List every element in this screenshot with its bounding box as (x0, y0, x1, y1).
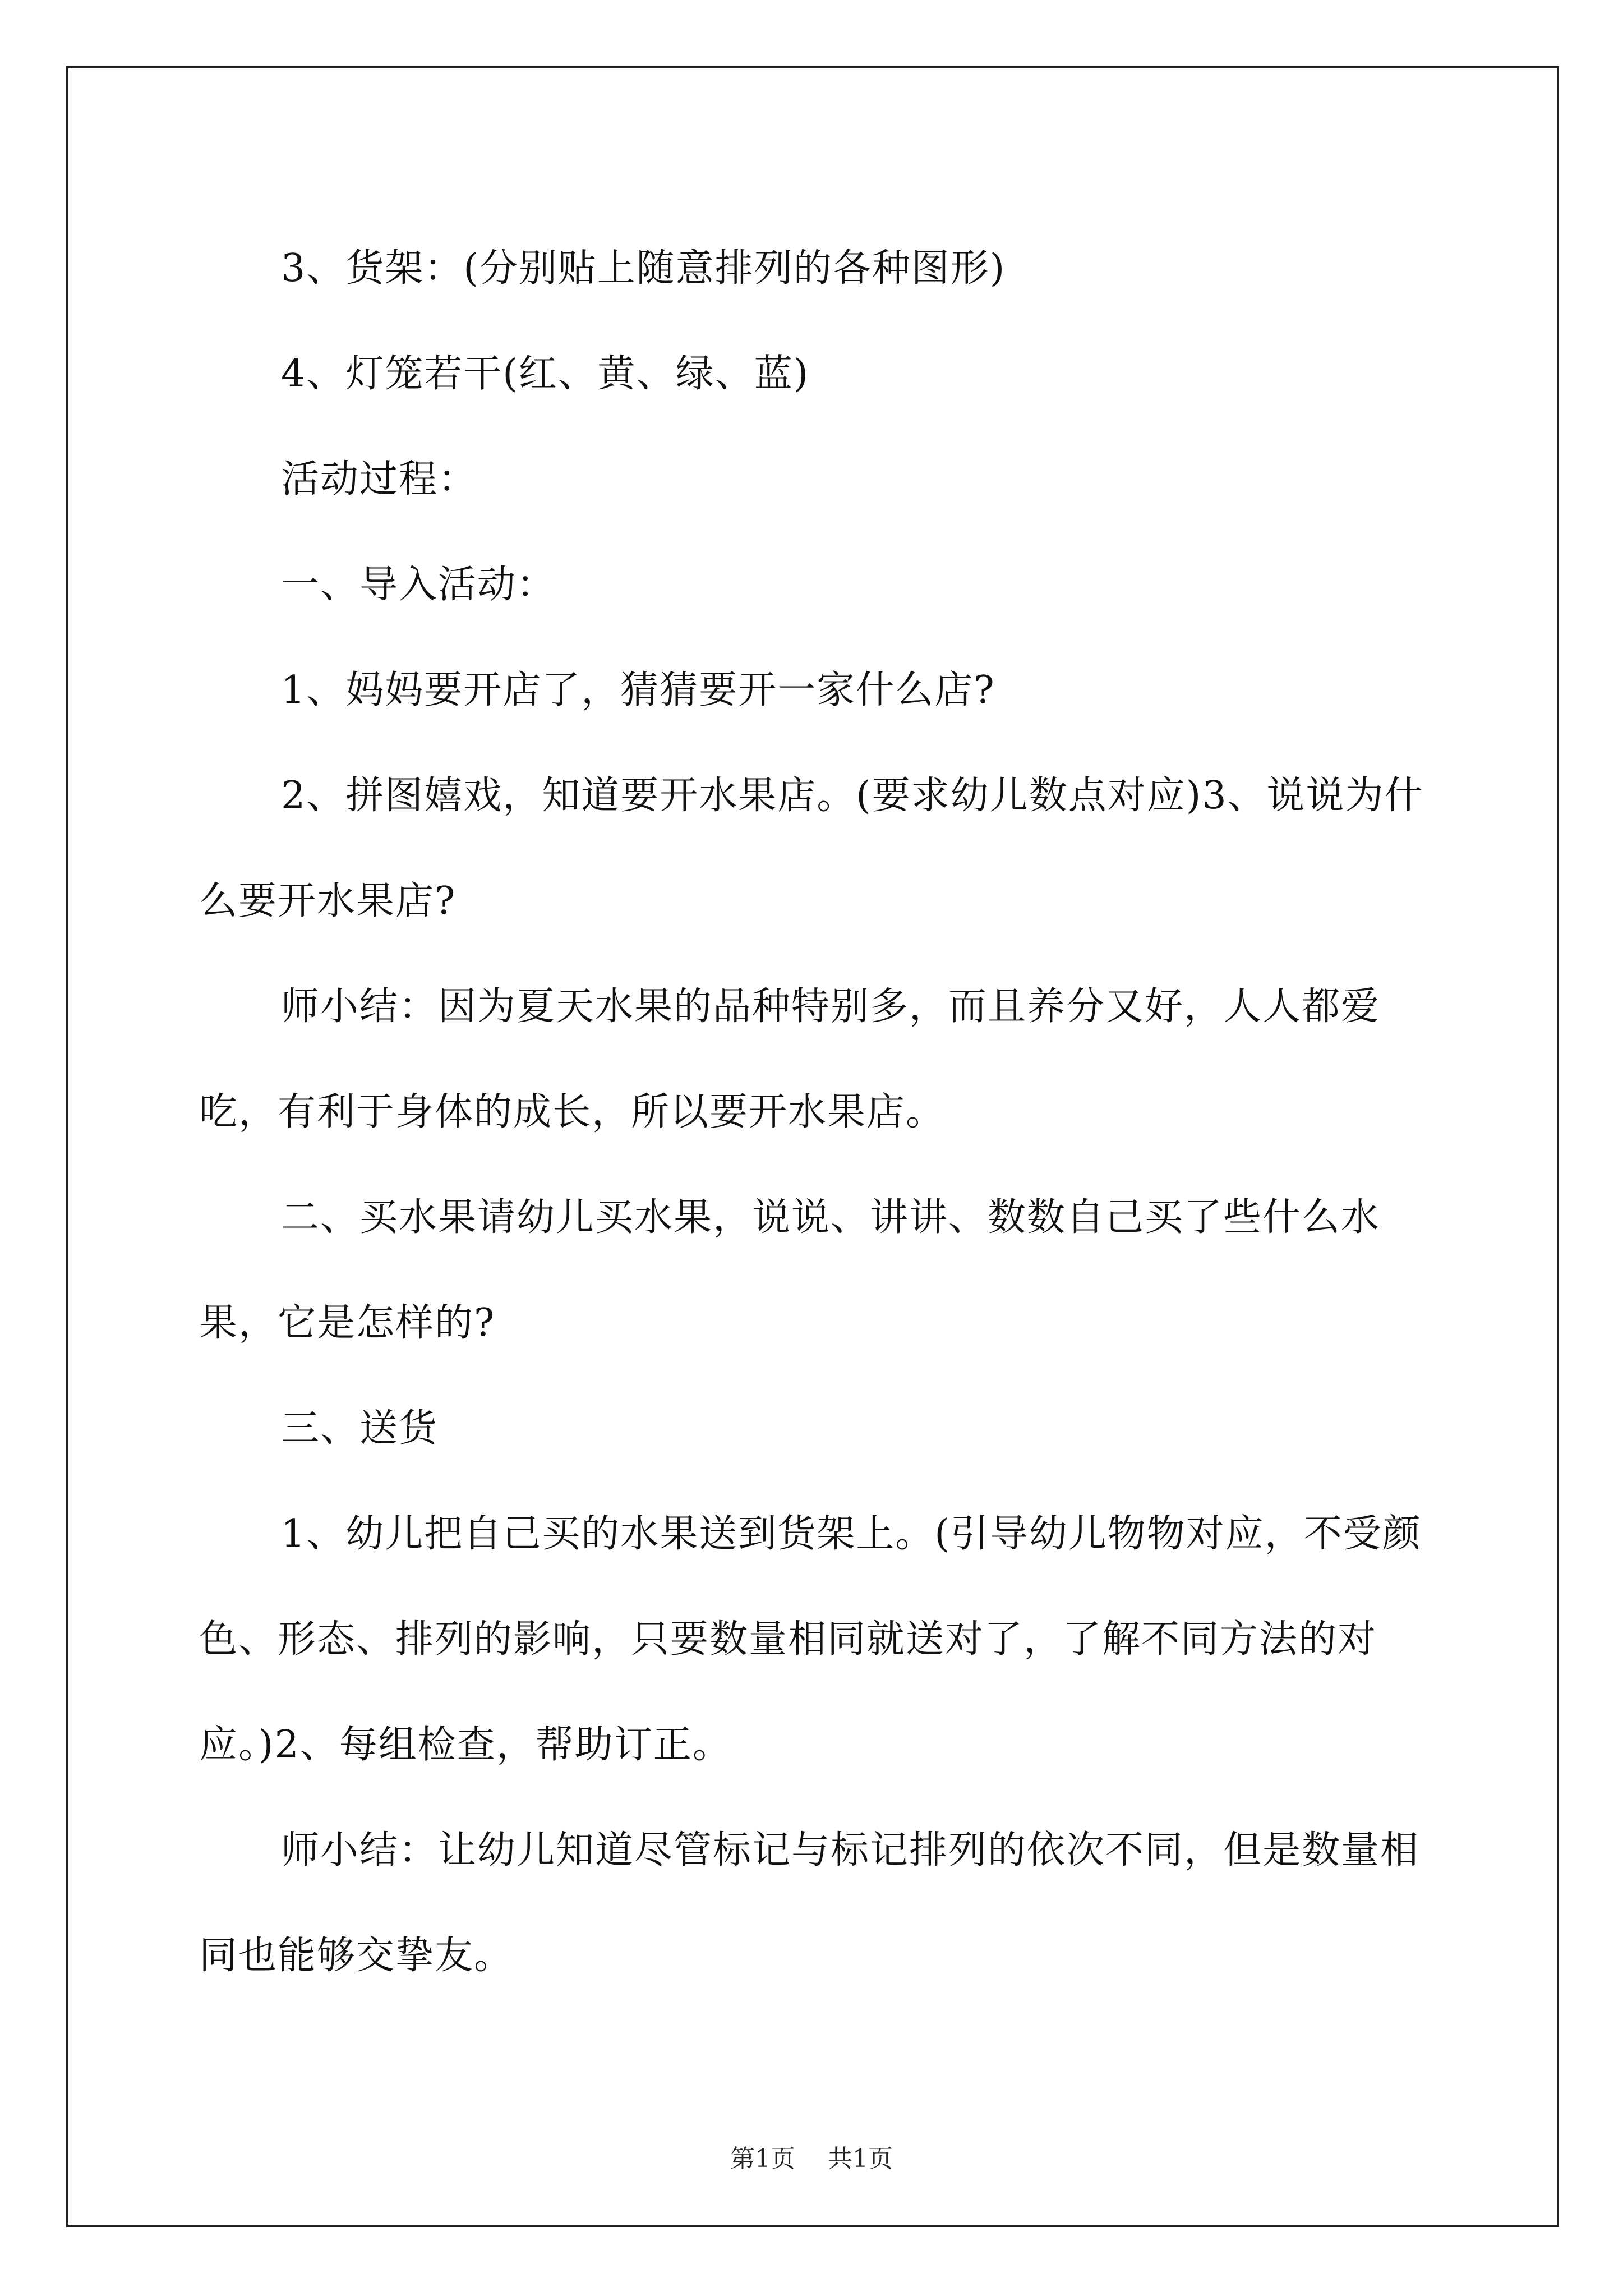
paragraph: 一、导入活动： (281, 563, 556, 607)
paragraph: 1、妈妈要开店了，猜猜要开一家什么店? (281, 668, 995, 712)
paragraph: 活动过程： (281, 457, 478, 501)
paragraph: 三、送货 (281, 1406, 439, 1451)
paragraph: 1、幼儿把自己买的水果送到货架上。(引导幼儿物物对应，不受颜色、形态、排列的影响，只要数量相同就送对了，了解不同方法的对应。)2、每组检查，帮助订正。 (199, 1512, 1422, 1767)
page-total: 共1页 (828, 2145, 893, 2173)
paragraph: 2、拼图嬉戏，知道要开水果店。(要求幼儿数点对应)3、说说为什么要开水果店? (199, 774, 1424, 923)
paragraph: 师小结：因为夏天水果的品种特别多，而且养分又好，人人都爱吃，有利于身体的成长，所以要开水果店。 (199, 984, 1381, 1134)
paragraph: 师小结：让幼儿知道尽管标记与标记排列的依次不同，但是数量相同也能够交挚友。 (199, 1828, 1420, 1978)
paragraph: 4、灯笼若干(红、黄、绿、蓝) (281, 352, 810, 396)
paragraph: 3、货架：(分别贴上随意排列的各种图形) (281, 246, 1006, 291)
page-number: 第1页 (730, 2145, 795, 2173)
document-body (199, 216, 1433, 2009)
page-footer (0, 2138, 1623, 2174)
paragraph: 二、买水果请幼儿买水果，说说、讲讲、数数自己买了些什么水果，它是怎样的? (199, 1195, 1381, 1345)
